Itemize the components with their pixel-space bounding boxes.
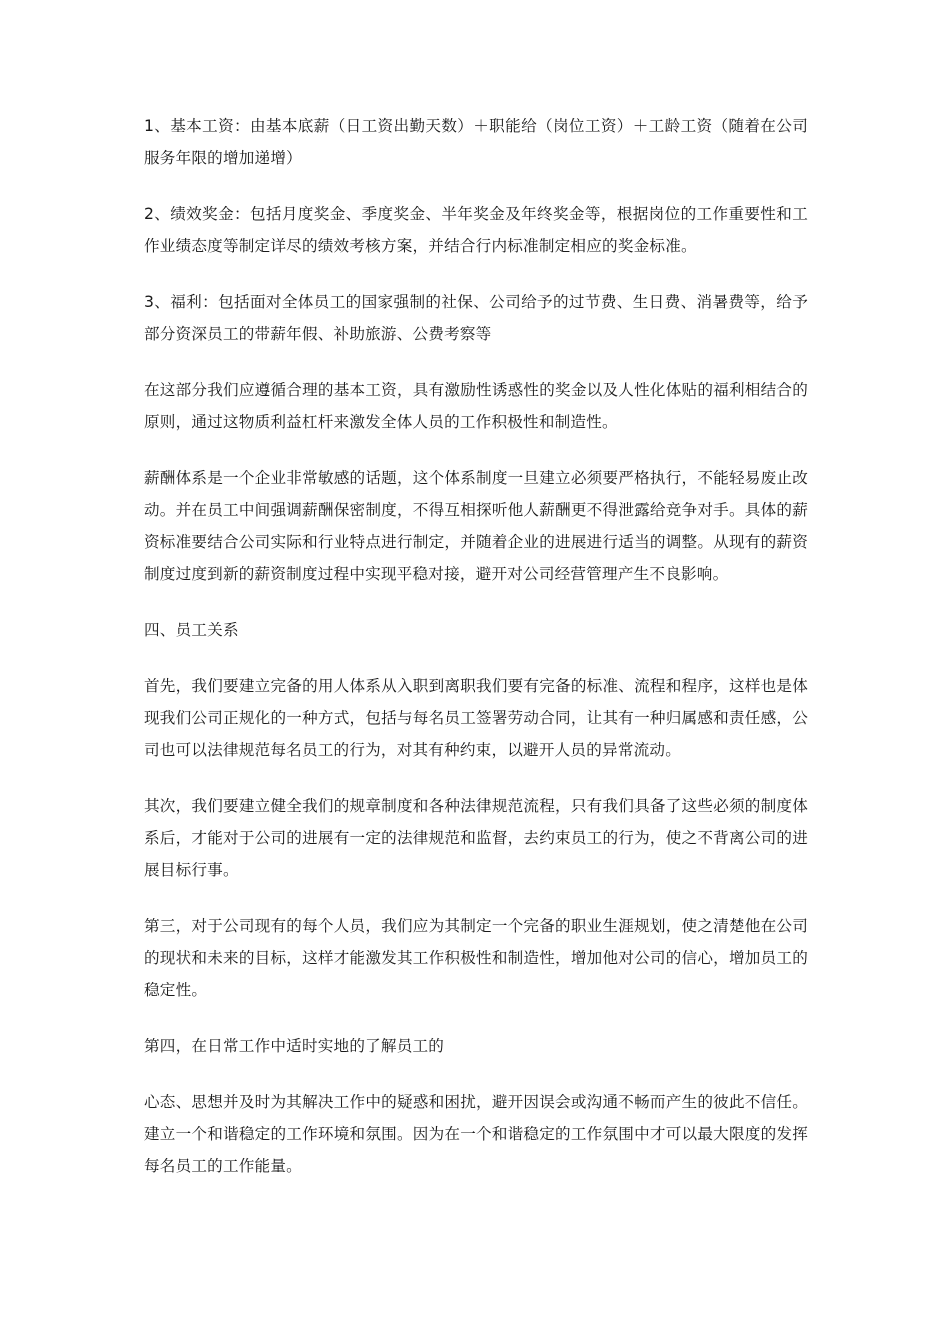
paragraph-fourth-continued: 心态、思想并及时为其解决工作中的疑惑和困扰，避开因误会或沟通不畅而产生的彼此不信任。建立一个和谐稳定的工作环境和氛围。因为在一个和谐稳定的工作氛围中才可以最大限度的发挥每名员工的工作能量。 [144, 1093, 808, 1175]
paragraph-second: 其次，我们要建立健全我们的规章制度和各种法律规范流程，只有我们具备了这些必须的制度体系后，才能对于公司的进展有一定的法律规范和监督，去约束员工的行为，使之不背离公司的进展目标行事。 [144, 797, 808, 879]
paragraph-salary-principle: 在这部分我们应遵循合理的基本工资，具有激励性诱惑性的奖金以及人性化体贴的福利相结合的原则，通过这物质利益杠杆来激发全体人员的工作积极性和制造性。 [144, 381, 808, 431]
paragraph-first: 首先，我们要建立完备的用人体系从入职到离职我们要有完备的标准、流程和程序，这样也是体现我们公司正规化的一种方式，包括与每名员工签署劳动合同，让其有一种归属感和责任感，公司也可以法律规范每名员工的行为，对其有种约束，以避开人员的异常流动。 [144, 677, 808, 759]
paragraph-performance-bonus: 2、绩效奖金：包括月度奖金、季度奖金、半年奖金及年终奖金等，根据岗位的工作重要性和工作业绩态度等制定详尽的绩效考核方案，并结合行内标准制定相应的奖金标准。 [144, 205, 808, 255]
paragraph-welfare: 3、福利：包括面对全体员工的国家强制的社保、公司给予的过节费、生日费、消暑费等，给予部分资深员工的带薪年假、补助旅游、公费考察等 [144, 293, 808, 343]
document-body [144, 110, 808, 1206]
section-heading-employee-relations: 四、员工关系 [144, 621, 239, 639]
paragraph-base-salary: 1、基本工资：由基本底薪（日工资出勤天数）＋职能给（岗位工资）＋工龄工资（随着在公司服务年限的增加递增） [144, 117, 808, 167]
paragraph-third: 第三，对于公司现有的每个人员，我们应为其制定一个完备的职业生涯规划，使之清楚他在公司的现状和未来的目标，这样才能激发其工作积极性和制造性，增加他对公司的信心，增加员工的稳定性。 [144, 917, 808, 999]
paragraph-salary-system: 薪酬体系是一个企业非常敏感的话题，这个体系制度一旦建立必须要严格执行，不能轻易废止改动。并在员工中间强调薪酬保密制度，不得互相探听他人薪酬更不得泄露给竞争对手。具体的薪资标准要结合公司实际和行业特点进行制定，并随着企业的进展进行适当的调整。从现有的薪资制度过度到新的薪资制度过程中实现平稳对接，避开对公司经营管理产生不良影响。 [144, 469, 808, 583]
paragraph-fourth: 第四，在日常工作中适时实地的了解员工的 [144, 1037, 445, 1055]
